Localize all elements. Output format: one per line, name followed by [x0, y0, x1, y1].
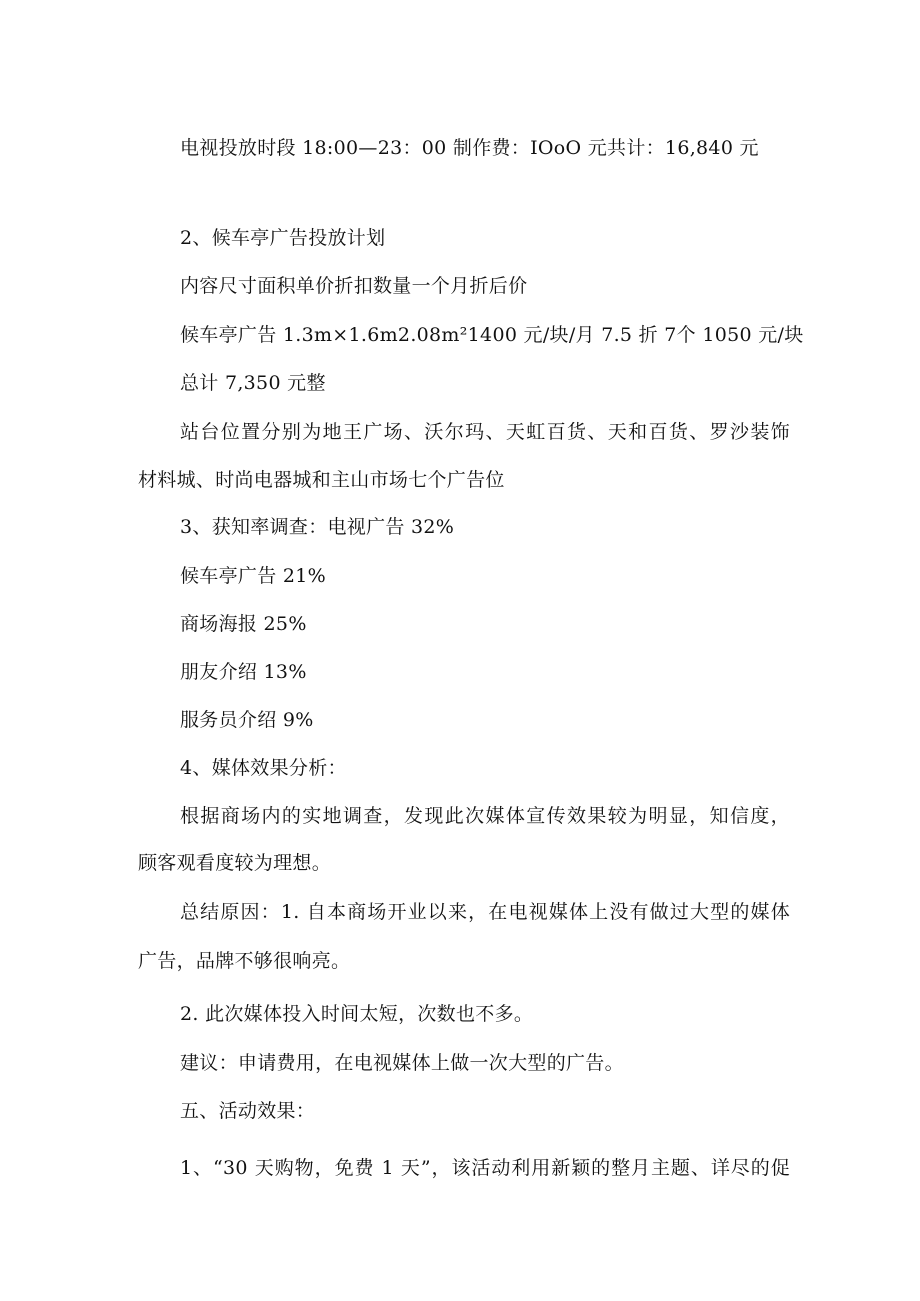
- bus-shelter-total-line: 总计 7,350 元整: [180, 372, 326, 394]
- media-effect-para-line-2: 顾客观看度较为理想。: [138, 852, 332, 874]
- stop-locations-line-2: 材料城、时尚电器城和主山市场七个广告位: [138, 469, 505, 491]
- activity-effect-para-line-1: 1、“30 天购物，免费 1 天”，该活动利用新颖的整月主题、详尽的促: [180, 1157, 790, 1179]
- table-header-line: 内容尺寸面积单价折扣数量一个月折后价: [180, 275, 528, 297]
- summary-reason-line-2: 广告，品牌不够很响亮。: [138, 950, 351, 972]
- awareness-bus-shelter: 候车亭广告 21%: [180, 565, 326, 587]
- tv-schedule-cost-line: 电视投放时段 18:00—23：00 制作费：IOoO 元共计：16,840 元: [180, 137, 759, 159]
- awareness-staff-referral: 服务员介绍 9%: [180, 709, 314, 731]
- media-effect-heading: 4、媒体效果分析：: [180, 757, 347, 779]
- awareness-mall-poster: 商场海报 25%: [180, 613, 307, 635]
- section-bus-shelter-plan-heading: 2、候车亭广告投放计划: [180, 227, 386, 249]
- awareness-friend-referral: 朋友介绍 13%: [180, 661, 307, 683]
- summary-reason-point-2: 2. 此次媒体投入时间太短，次数也不多。: [180, 1003, 534, 1025]
- summary-reason-line-1: 总结原因：1. 自本商场开业以来，在电视媒体上没有做过大型的媒体: [180, 901, 790, 923]
- section-five-activity-effect-heading: 五、活动效果：: [180, 1100, 316, 1122]
- awareness-survey-heading: 3、获知率调查：电视广告 32%: [180, 516, 455, 538]
- media-effect-para-line-1: 根据商场内的实地调查，发现此次媒体宣传效果较为明显，知信度，: [180, 805, 790, 827]
- suggestion-line: 建议：申请费用，在电视媒体上做一次大型的广告。: [180, 1052, 624, 1074]
- bus-shelter-ad-pricing-line: 候车亭广告 1.3m×1.6m2.08m²1400 元/块/月 7.5 折 7个 1050 元/块: [180, 324, 804, 346]
- stop-locations-line-1: 站台位置分别为地王广场、沃尔玛、天虹百货、天和百货、罗沙装饰: [180, 421, 790, 443]
